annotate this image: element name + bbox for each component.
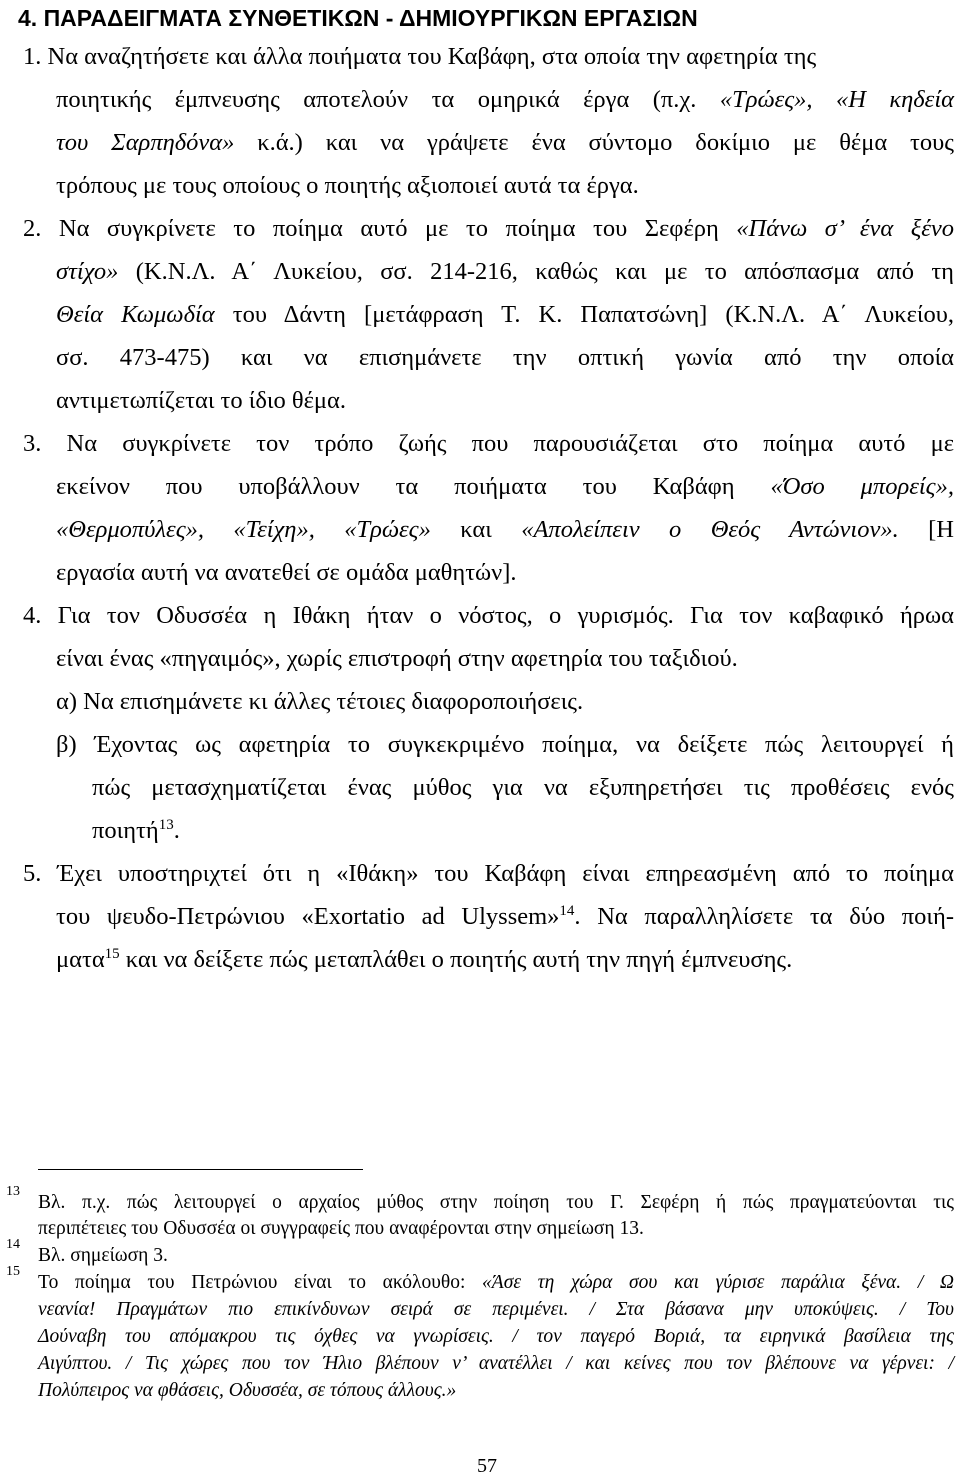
item-3-line-1: 3. Να συγκρίνετε τον τρόπο ζωής που παρουσιάζεται στο ποίημα αυτό με: [23, 430, 954, 457]
footnote-15-line-3: Δούναβη του απόμακρου τις όχθες να γνωρίσεις. / τον παγερό Βοριά, τα ειρηνικά βασίλεια της: [38, 1326, 954, 1347]
page-number: 57: [477, 1455, 497, 1477]
footnote-ref-15: 15: [104, 945, 120, 962]
item-5-line-1: 5. Έχει υποστηριχτεί ότι η «Ιθάκη» του Καβάφη είναι επηρεασμένη από το ποίημα: [23, 860, 954, 887]
footnote-15-number: 15: [6, 1264, 20, 1279]
item-4-sub-b-line-3: ποιητή$^{13}$.: [92, 816, 180, 844]
item-4-sub-b-line-1: β) Έχοντας ως αφετηρία το συγκεκριμένο ποίημα, να δείξετε πώς λειτουργεί ή: [56, 731, 954, 758]
footnote-separator: [38, 1169, 363, 1170]
footnote-13-line-2: περιπέτειες του Οδυσσέα οι συγγραφείς που αναφέρονται στην σημείωση 13.: [38, 1218, 644, 1239]
footnote-15-line-4: Αιγύπτου. / Τις χώρες που τον Ήλιο βλέπουν ν’ ανατέλλει / και κείνες που τον βλέπουνε να γέρνει: /: [38, 1353, 954, 1374]
item-3-line-2: εκείνον που υποβάλλουν τα ποιήματα του Καβάφη «Όσο μπορείς»,: [56, 473, 954, 500]
item-2-line-1: 2. Να συγκρίνετε το ποίημα αυτό με το ποίημα του Σεφέρη «Πάνω σ’ ένα ξένο: [23, 215, 954, 242]
item-3-line-3: «Θερμοπύλες», «Τείχη», «Τρώες» και «Απολείπειν ο Θεός Αντώνιον». [Η: [56, 516, 954, 543]
footnote-13-number: 13: [6, 1184, 20, 1199]
item-4-sub-b-line-2: πώς μετασχηματίζεται ένας μύθος για να εξυπηρετήσει τις προθέσεις ενός: [92, 774, 954, 801]
item-3-line-4: εργασία αυτή να ανατεθεί σε ομάδα μαθητών].: [56, 559, 517, 586]
item-1-line-3: του Σαρπηδόνα» κ.ά.) και να γράψετε ένα σύντομο δοκίμιο με θέμα τους: [56, 129, 954, 156]
item-4-line-2: είναι ένας «πηγαιμός», χωρίς επιστροφή στην αφετηρία του ταξιδιού.: [56, 645, 738, 672]
footnote-15-line-5: Πολύπειρος να φθάσεις, Οδυσσέα, σε τόπους άλλους.»: [38, 1380, 457, 1401]
item-2-line-2: στίχο» (Κ.Ν.Λ. Α΄ Λυκείου, σσ. 214-216, καθώς και με το απόσπασμα από τη: [56, 258, 954, 285]
section-heading: 4. ΠΑΡΑΔΕΙΓΜΑΤΑ ΣΥΝΘΕΤΙΚΩΝ - ΔΗΜΙΟΥΡΓΙΚΩΝ ΕΡΓΑΣΙΩΝ: [18, 5, 698, 31]
item-2-line-3: Θεία Κωμωδία του Δάντη [μετάφραση Τ. Κ. Παπατσώνη] (Κ.Ν.Λ. Α΄ Λυκείου,: [56, 301, 954, 328]
footnote-13-line-1: Βλ. π.χ. πώς λειτουργεί ο αρχαίος μύθος στην ποίηση του Γ. Σεφέρη ή πώς πραγματεύονται τις: [38, 1192, 954, 1213]
footnote-15-line-2: νεανία! Πραγμάτων πιο επικίνδυνων σειρά σε περιμένει. / Στα βάσανα μην υποκύψεις. / Του: [38, 1299, 954, 1320]
item-4-line-1: 4. Για τον Οδυσσέα η Ιθάκη ήταν ο νόστος, ο γυρισμός. Για τον καβαφικό ήρωα: [23, 602, 954, 629]
item-5-line-2: του ψευδο-Πετρώνιου «Exortatio ad Ulyssem»$^{14}$. Να παραλληλίσετε τα δύο ποιή-: [56, 902, 954, 930]
footnote-15-line-1: Το ποίημα του Πετρώνιου είναι το ακόλουθο: «Άσε τη χώρα σου και γύρισε παράλια ξένα. / Ω: [38, 1272, 954, 1293]
item-5-line-3: ματα$^{15}$ και να δείξετε πώς μεταπλάθει ο ποιητής αυτή την πηγή έμπνευσης.: [56, 945, 793, 973]
item-1-line-4: τρόπους με τους οποίους ο ποιητής αξιοποιεί αυτά τα έργα.: [56, 172, 639, 199]
footnote-14-number: 14: [6, 1237, 20, 1252]
footnote-14-text: Βλ. σημείωση 3.: [38, 1245, 168, 1266]
item-4-sub-a: α) Να επισημάνετε κι άλλες τέτοιες διαφοροποιήσεις.: [56, 688, 584, 715]
item-2-line-5: αντιμετωπίζεται το ίδιο θέμα.: [56, 387, 346, 414]
footnote-ref-14: 14: [559, 902, 575, 919]
item-1-line-1: 1. Να αναζητήσετε και άλλα ποιήματα του Καβάφη, στα οποία την αφετηρία της: [23, 43, 817, 70]
footnote-ref-13: 13: [158, 816, 174, 833]
item-2-line-4: σσ. 473-475) και να επισημάνετε την οπτική γωνία από την οποία: [56, 344, 954, 371]
item-1-line-2: ποιητικής έμπνευσης αποτελούν τα ομηρικά έργα (π.χ. «Τρώες», «Η κηδεία: [56, 86, 954, 113]
